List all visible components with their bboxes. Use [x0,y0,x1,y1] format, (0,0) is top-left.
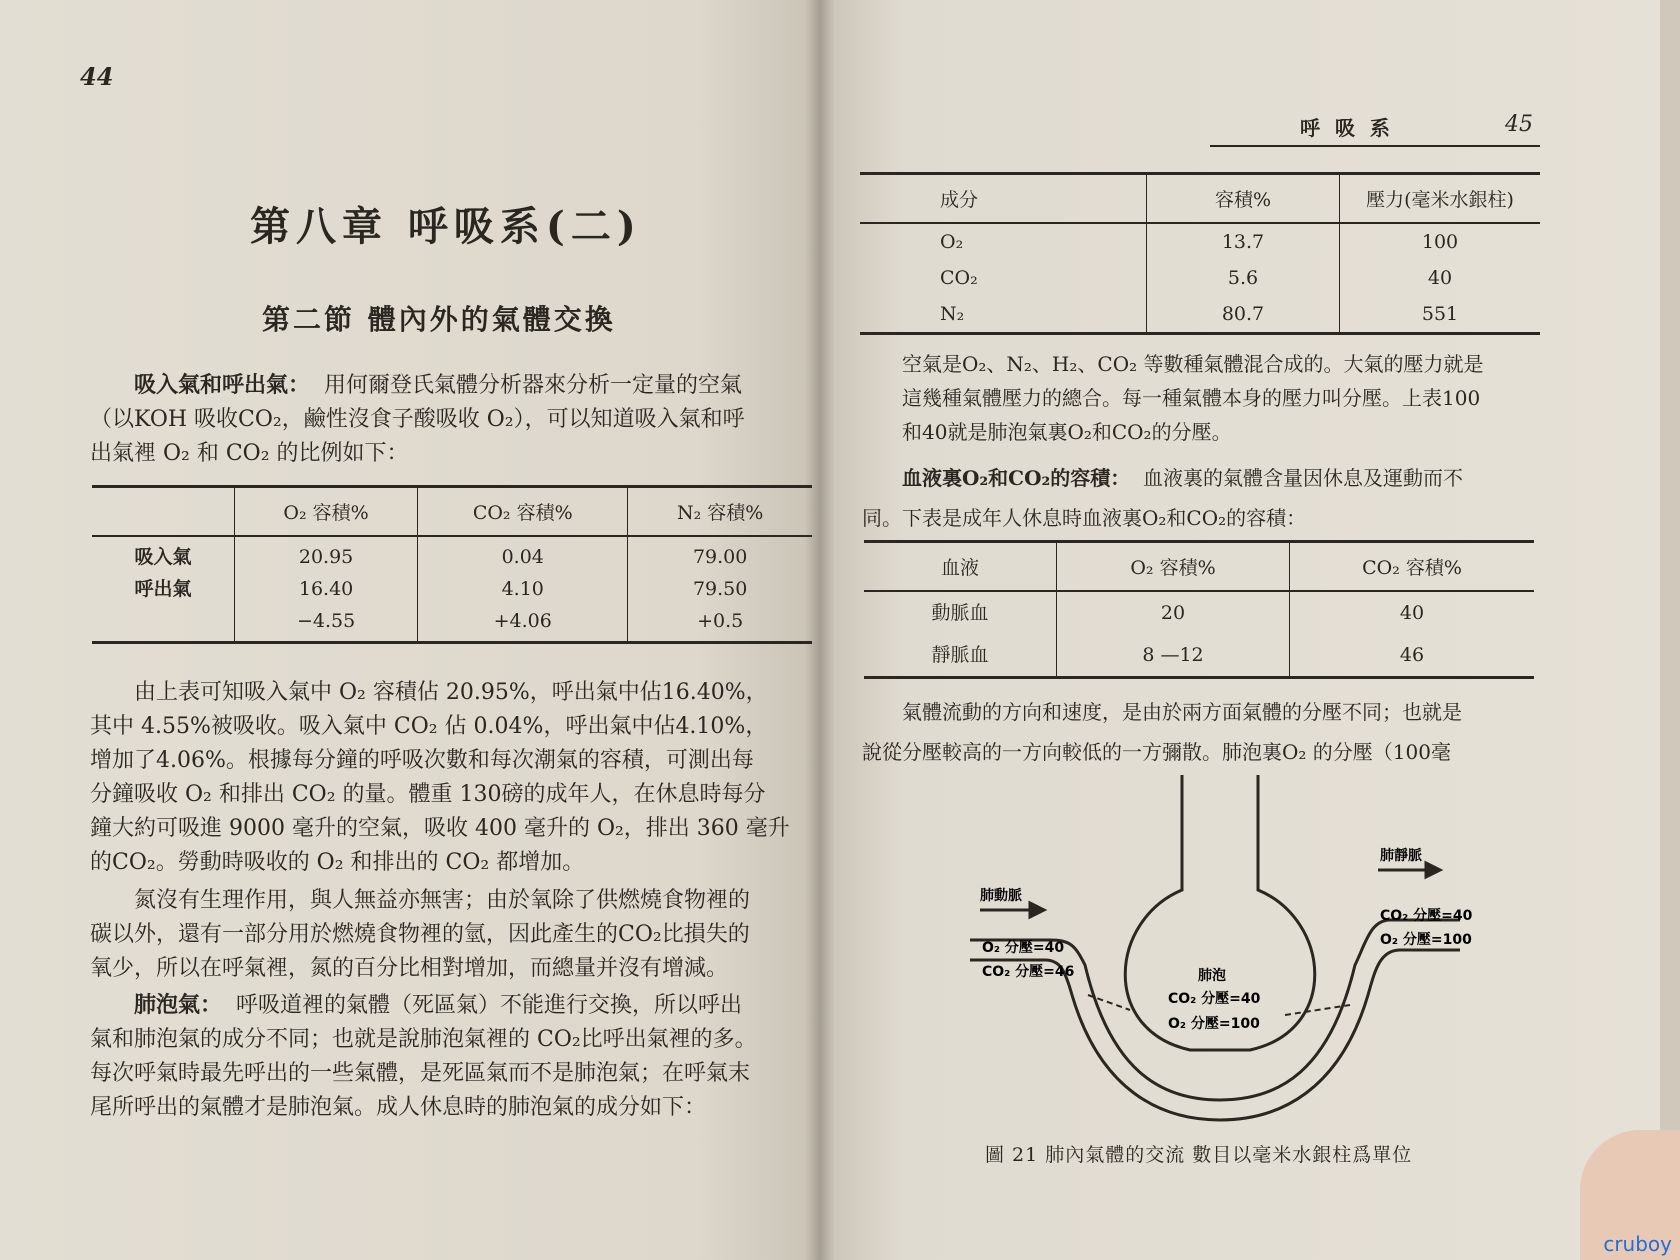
row-label: 吸入氣 [134,546,192,568]
table-row [864,591,1534,634]
alveolar-gas-table [860,172,1540,335]
table-header: CO₂ 容積% [1290,542,1535,592]
r-para3-line: 氣體流動的方向和速度，是由於兩方面氣體的分壓不同；也就是 [902,700,1462,724]
table-header: 血液 [864,542,1057,592]
alveolus-label: 肺泡 [1198,968,1226,984]
table-header: 容積% [1147,174,1340,224]
table-cell: O₂ [940,231,964,253]
alveolus-co2-label: CO₂ 分壓=40 [1168,991,1261,1007]
header-rule [1210,145,1540,147]
r-para1-line: 和40就是肺泡氣裏O₂和CO₂的分壓。 [902,420,1232,444]
table-cell: 8 —12 [1057,634,1290,678]
para2-line: 鐘大約可吸進 9000 毫升的空氣，吸收 400 毫升的 O₂，排出 360 毫升 [90,816,790,841]
right-paragraph-2 [862,458,1552,538]
table-header: N₂ 容積% [628,487,812,537]
table-cell: 79.50 [692,578,748,600]
para2-line: 由上表可知吸入氣中 O₂ 容積佔 20.95%，呼出氣中佔16.40%， [134,680,768,705]
table-cell: 0.04 [501,546,544,568]
table-cell: 80.7 [1147,296,1340,334]
left-paragraph-3 [90,884,805,986]
table-cell: 20.95 [298,546,354,568]
para2-line: 其中 4.55%被吸收。吸入氣中 CO₂ 佔 0.04%，呼出氣中佔4.10%， [90,714,768,739]
r-para3-line: 說從分壓較高的一方向較低的一方彌散。肺泡裏O₂ 的分壓（100毫 [862,740,1451,764]
table-cell: 動脈血 [931,602,989,624]
left-paragraph-2 [90,676,805,880]
table-header: CO₂ 容積% [418,487,628,537]
para4-line: 氣和肺泡氣的成分不同；也就是說肺泡氣裡的 CO₂比呼出氣裡的多。 [90,1027,757,1052]
table-header: O₂ 容積% [235,487,418,537]
table-cell: CO₂ [940,267,978,289]
table-row [860,296,1540,334]
artery-label: 肺動脈 [980,888,1022,904]
left-paragraph-1 [90,368,805,471]
left-paragraph-4 [90,988,805,1125]
table-row [92,536,812,643]
para3-line: 碳以外，還有一部分用於燃燒食物裡的氫，因此產生的CO₂比損失的 [90,922,750,947]
watermark: cruboy [1603,1232,1672,1256]
table-header: 壓力(毫米水銀柱) [1340,174,1541,224]
para1-line: 出氣裡 O₂ 和 CO₂ 的比例如下： [90,441,409,466]
para2-line: 的CO₂。勞動時吸收的 O₂ 和排出的 CO₂ 都增加。 [90,850,585,875]
table-row [864,634,1534,678]
para3-line: 氧少，所以在呼氣裡，氮的百分比相對增加，而總量并沒有增減。 [90,956,729,981]
vein-label: 肺靜脈 [1380,848,1422,864]
blood-gas-table [864,540,1534,679]
table-header: 成分 [860,174,1147,224]
alveolus-o2-label: O₂ 分壓=100 [1168,1016,1260,1032]
para4-line: 呼吸道裡的氣體（死區氣）不能進行交換，所以呼出 [236,993,743,1018]
alveolus-diagram [960,770,1480,1130]
r-para2-heading: 血液裏O₂和CO₂的容積： [902,466,1131,490]
table-cell: 46 [1290,634,1535,678]
table-cell: 5.6 [1147,260,1340,296]
section-title: 第二節 體內外的氣體交換 [262,303,616,336]
artery-co2-label: CO₂ 分壓=46 [982,964,1075,980]
para3-line: 氮沒有生理作用，與人無益亦無害；由於氧除了供燃燒食物裡的 [134,888,751,913]
table-cell: 100 [1340,223,1541,260]
table-row [860,223,1540,260]
table-cell: 40 [1290,591,1535,634]
figure-caption: 圖 21 肺內氣體的交流 數目以毫米水銀柱爲單位 [985,1144,1413,1166]
table-cell: N₂ [940,303,965,325]
table-cell: +0.5 [697,610,744,632]
vein-co2-label: CO₂ 分壓=40 [1380,908,1473,924]
row-label: 呼出氣 [134,578,192,600]
table-cell: −4.55 [296,610,356,632]
table-cell: 551 [1340,296,1541,334]
para1-heading: 吸入氣和呼出氣： [134,372,311,398]
right-paragraph-1 [862,347,1552,449]
table-header [92,487,235,537]
para2-line: 增加了4.06%。根據每分鐘的呼吸次數和每次潮氣的容積，可測出每 [90,748,754,773]
table-cell: 4.10 [501,578,544,600]
vein-o2-label: O₂ 分壓=100 [1380,932,1472,948]
para2-line: 分鐘吸收 O₂ 和排出 CO₂ 的量。體重 130磅的成年人，在休息時每分 [90,782,766,807]
left-page-number: 44 [80,62,114,91]
r-para2-line: 血液裏的氣體含量因休息及運動而不 [1143,466,1463,490]
r-para1-line: 這幾種氣體壓力的總合。每一種氣體本身的壓力叫分壓。上表100 [902,386,1481,410]
inhale-exhale-table [92,485,812,644]
table-header: O₂ 容積% [1057,542,1290,592]
para1-line: （以KOH 吸收CO₂，鹼性沒食子酸吸收 O₂），可以知道吸入氣和呼 [90,407,745,432]
para4-line: 每次呼氣時最先呼出的一些氣體，是死區氣而不是肺泡氣；在呼氣末 [90,1061,751,1086]
right-paragraph-3 [862,692,1552,772]
para4-line: 尾所呼出的氣體才是肺泡氣。成人休息時的肺泡氣的成分如下： [90,1095,707,1120]
table-cell: 16.40 [298,578,354,600]
table-cell: 20 [1057,591,1290,634]
running-header: 呼 吸 系 [1300,116,1394,140]
table-cell: 40 [1340,260,1541,296]
para4-heading: 肺泡氣： [134,992,223,1018]
right-page-number: 45 [1505,112,1533,137]
table-row [860,260,1540,296]
chapter-title: 第八章 呼吸系(二) [250,203,642,250]
table-cell: 13.7 [1147,223,1340,260]
table-cell: 79.00 [692,546,748,568]
table-cell: 靜脈血 [931,644,989,666]
r-para1-line: 空氣是O₂、N₂、H₂、CO₂ 等數種氣體混合成的。大氣的壓力就是 [902,352,1484,376]
r-para2-line: 同。下表是成年人休息時血液裏O₂和CO₂的容積： [862,506,1307,530]
artery-o2-label: O₂ 分壓=40 [982,940,1065,956]
table-cell: +4.06 [493,610,552,632]
alveolus-wall [1125,775,1315,1050]
para1-line: 用何爾登氏氣體分析器來分析一定量的空氣 [324,373,743,398]
